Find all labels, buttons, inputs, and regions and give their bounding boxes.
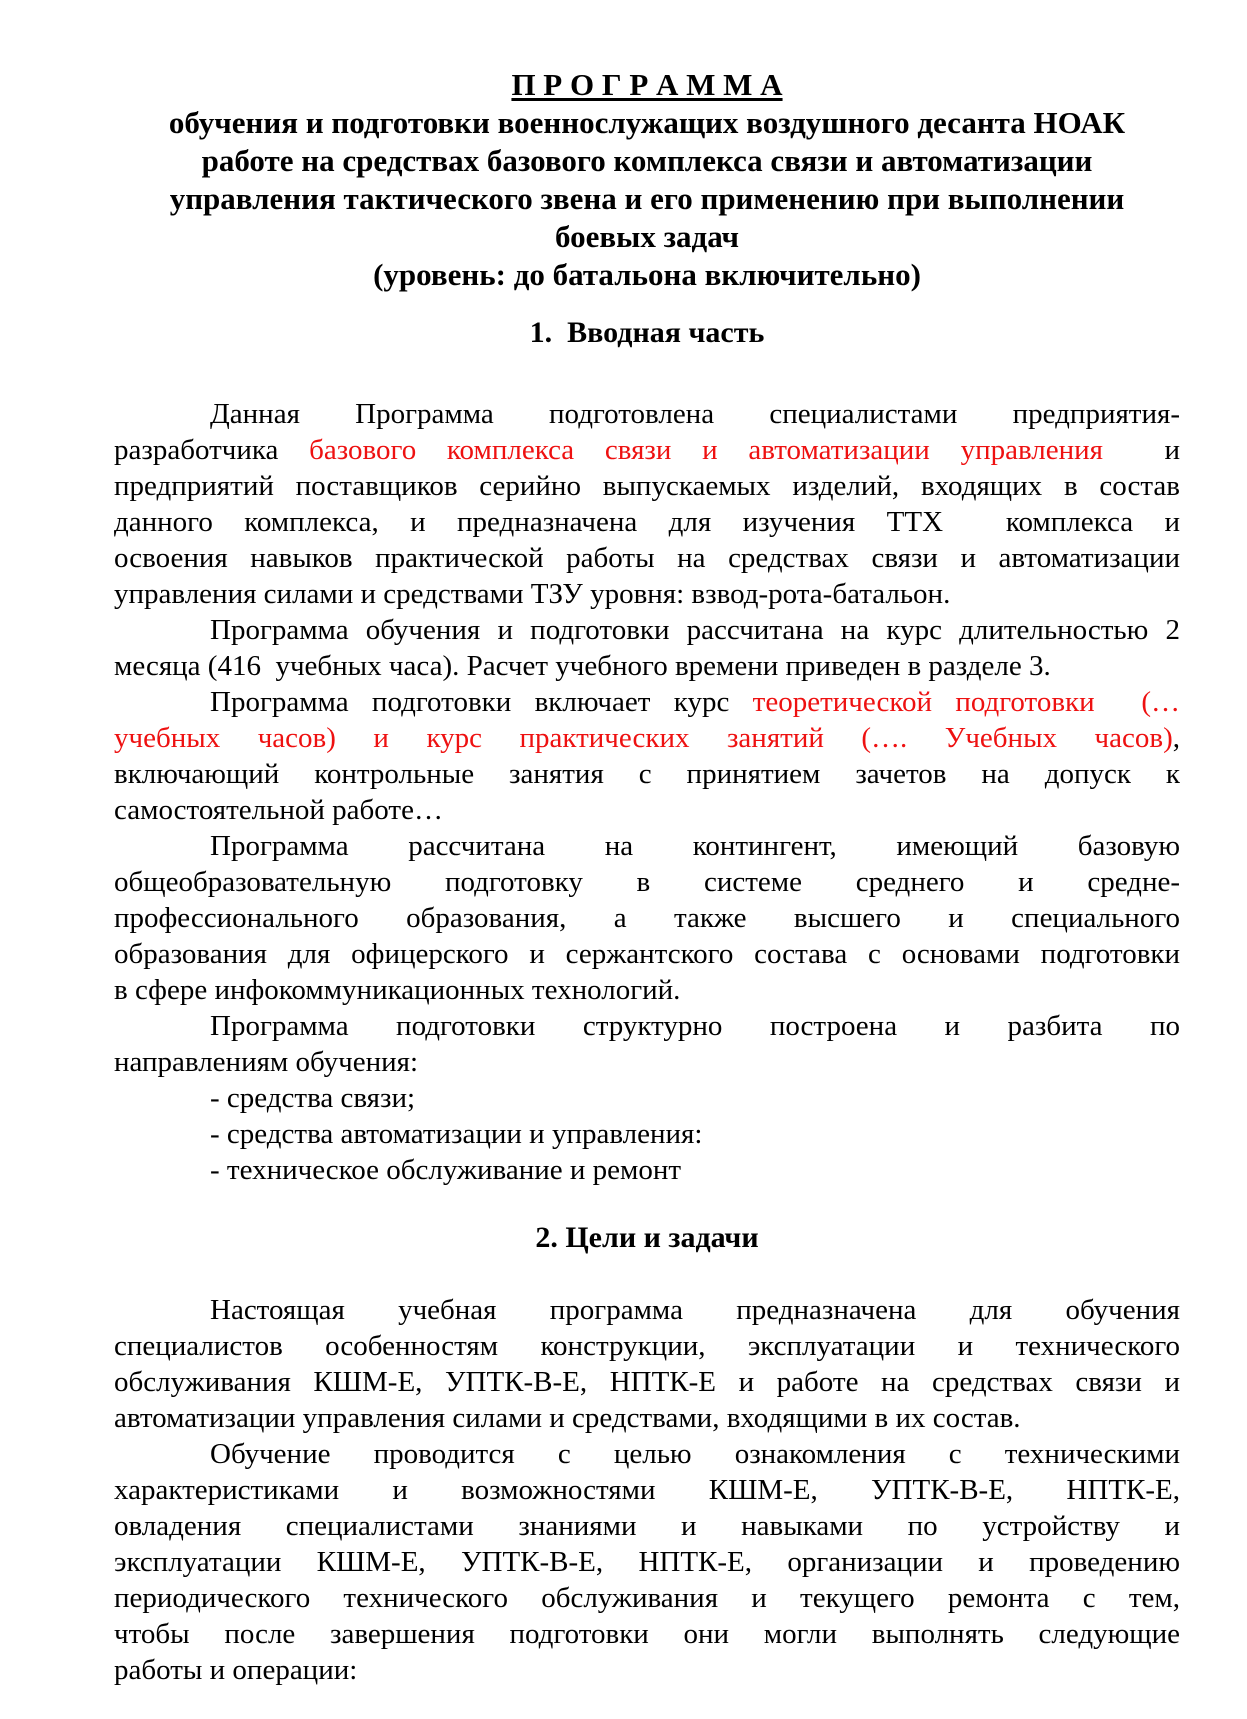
text-segment: - средства автоматизации и управления:: [210, 1118, 703, 1150]
text-line: [114, 936, 1180, 972]
text-segment: освоения навыков практической работы на средствах связи и автоматизации: [114, 542, 1180, 574]
section-goals: [114, 1219, 1180, 1688]
text-line: [114, 1616, 1180, 1652]
list-item: [114, 1080, 1180, 1116]
paragraph: [114, 612, 1180, 684]
title-line: боевых задач: [555, 219, 739, 254]
paragraph: [114, 684, 1180, 828]
text-segment: месяца (416 учебных часа). Расчет учебного времени приведен в разделе 3.: [114, 650, 1051, 682]
document-title-heading: П Р О Г Р А М М А: [511, 67, 783, 102]
text-segment: данного комплекса, и предназначена для изучения ТТХ комплекса и: [114, 506, 1180, 538]
text-segment: в сфере инфокоммуникационных технологий.: [114, 974, 681, 1006]
text-line: [114, 1652, 1180, 1688]
text-segment: чтобы после завершения подготовки они могли выполнять следующие: [114, 1618, 1180, 1650]
text-line: [114, 1292, 1180, 1328]
text-line: [114, 504, 1180, 540]
text-line: [114, 468, 1180, 504]
section-2-heading: 2. Цели и задачи: [535, 1221, 759, 1254]
text-segment: характеристиками и возможностями КШМ-Е, УПТК-В-Е, НПТК-Е,: [114, 1474, 1180, 1506]
text-line: [114, 612, 1180, 648]
text-segment: периодического технического обслуживания и текущего ремонта с тем,: [114, 1582, 1180, 1614]
highlighted-red-text: учебных часов) и курс практических занятий (…. Учебных часов): [114, 722, 1173, 754]
document-title-lines: [114, 104, 1180, 294]
title-line: (уровень: до батальона включительно): [373, 257, 921, 292]
text-line: [114, 720, 1180, 756]
text-segment: - средства связи;: [210, 1082, 416, 1114]
text-segment: Программа подготовки структурно построена и разбита по: [210, 1010, 1180, 1042]
section-2-body: [114, 1292, 1180, 1688]
text-segment: Программа рассчитана на контингент, имеющий базовую: [210, 830, 1180, 862]
text-line: [114, 1472, 1180, 1508]
text-segment: эксплуатации КШМ-Е, УПТК-В-Е, НПТК-Е, организации и проведению: [114, 1546, 1180, 1578]
list-item: [114, 1152, 1180, 1188]
text-segment: и: [1103, 434, 1180, 466]
paragraph: [114, 1436, 1180, 1688]
text-line: [114, 900, 1180, 936]
text-segment: общеобразовательную подготовку в системе среднего и средне-: [114, 866, 1180, 898]
section-introduction: [114, 314, 1180, 1188]
text-line: [114, 540, 1180, 576]
text-segment: включающий контрольные занятия с принятием зачетов на допуск к: [114, 758, 1180, 790]
paragraph: [114, 1292, 1180, 1436]
text-segment: Обучение проводится с целью ознакомления с техническими: [210, 1438, 1180, 1470]
highlighted-red-text: базового комплекса связи и автоматизации управления: [309, 434, 1103, 466]
text-segment: Настоящая учебная программа предназначена для обучения: [210, 1294, 1180, 1326]
text-segment: разработчика: [114, 434, 310, 466]
text-line: [114, 1364, 1180, 1400]
text-segment: специалистов особенностям конструкции, эксплуатации и технического: [114, 1330, 1180, 1362]
text-segment: Данная Программа подготовлена специалистами предприятия-: [210, 398, 1180, 430]
section-1-heading: 1. Вводная часть: [529, 316, 765, 349]
text-line: [114, 1400, 1180, 1436]
paragraph: [114, 396, 1180, 612]
text-segment: Программа обучения и подготовки рассчитана на курс длительностью 2: [210, 614, 1180, 646]
highlighted-red-text: теоретической подготовки (…: [752, 686, 1180, 718]
text-line: [114, 864, 1180, 900]
document-page: [114, 0, 1180, 1688]
text-line: [114, 1580, 1180, 1616]
text-line: [114, 1544, 1180, 1580]
title-line: управления тактического звена и его применению при выполнении: [169, 181, 1125, 216]
text-segment: самостоятельной работе…: [114, 794, 443, 826]
text-line: [114, 576, 1180, 612]
dash-list: [114, 1080, 1180, 1188]
text-line: [114, 1008, 1180, 1044]
text-segment: образования для офицерского и сержантского состава с основами подготовки: [114, 938, 1180, 970]
text-line: [114, 972, 1180, 1008]
text-segment: направлениям обучения:: [114, 1046, 419, 1078]
text-segment: работы и операции:: [114, 1654, 358, 1686]
text-segment: предприятий поставщиков серийно выпускаемых изделий, входящих в состав: [114, 470, 1180, 502]
text-segment: Программа подготовки включает курс: [210, 686, 753, 718]
text-line: [114, 1328, 1180, 1364]
text-line: [114, 684, 1180, 720]
paragraph: [114, 828, 1180, 1008]
title-line: обучения и подготовки военнослужащих воздушного десанта НОАК: [168, 105, 1126, 140]
text-line: [114, 1436, 1180, 1472]
text-segment: управления силами и средствами ТЗУ уровня: взвод-рота-батальон.: [114, 578, 951, 610]
text-line: [114, 396, 1180, 432]
document-title: [114, 66, 1180, 294]
text-segment: автоматизации управления силами и средствами, входящими в их состав.: [114, 1402, 1021, 1434]
text-segment: профессионального образования, а также высшего и специального: [114, 902, 1180, 934]
text-line: [114, 1508, 1180, 1544]
section-1-body: [114, 396, 1180, 1188]
text-line: [114, 756, 1180, 792]
text-line: [114, 432, 1180, 468]
text-line: [114, 648, 1180, 684]
text-line: [114, 828, 1180, 864]
list-item: [114, 1116, 1180, 1152]
text-segment: - техническое обслуживание и ремонт: [210, 1154, 682, 1186]
title-line: работе на средствах базового комплекса связи и автоматизации: [201, 143, 1093, 178]
text-line: [114, 792, 1180, 828]
text-segment: овладения специалистами знаниями и навыками по устройству и: [114, 1510, 1180, 1542]
text-segment: ,: [1172, 722, 1180, 754]
text-line: [114, 1044, 1180, 1080]
text-segment: обслуживания КШМ-Е, УПТК-В-Е, НПТК-Е и работе на средствах связи и: [114, 1366, 1180, 1398]
paragraph: [114, 1008, 1180, 1080]
